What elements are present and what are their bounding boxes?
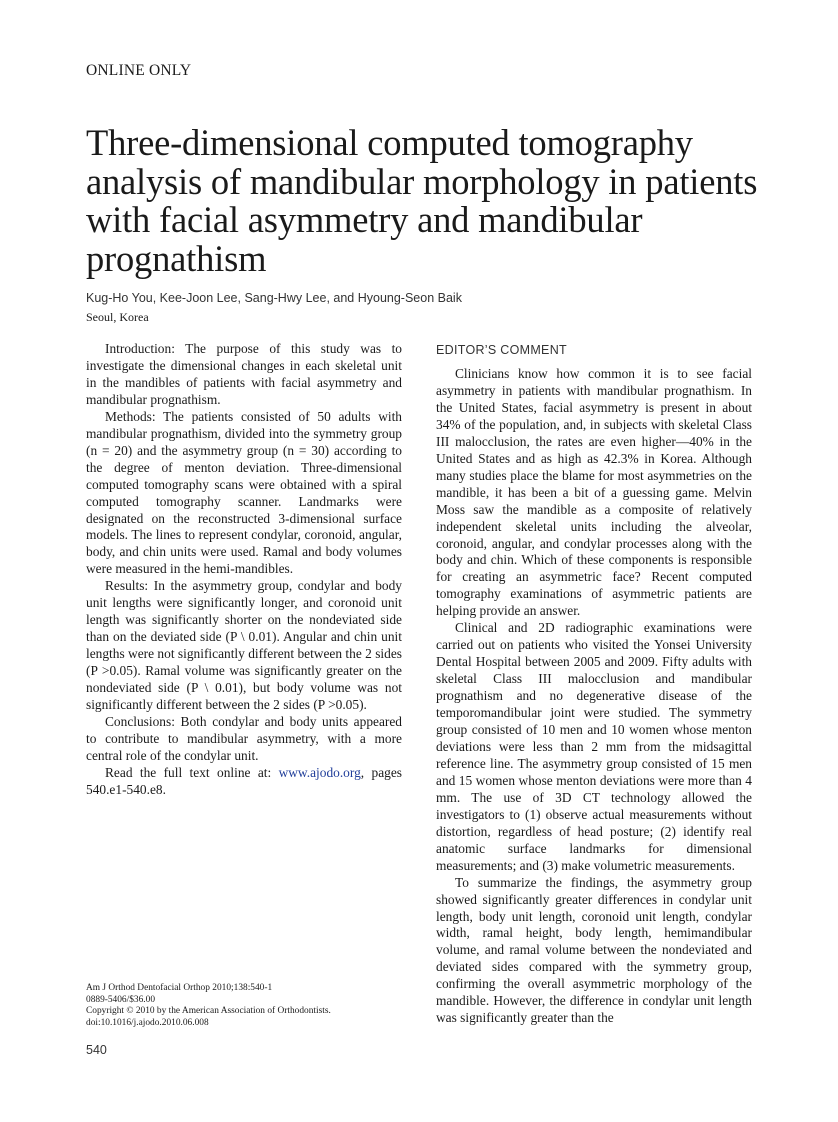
article-title: Three-dimensional computed tomography analysis of mandibular morphology in patients with facial asymmetry and mandibular prognathism bbox=[86, 122, 758, 279]
author-list: Kug-Ho You, Kee-Joon Lee, Sang-Hwy Lee, and Hyoung-Seon Baik bbox=[86, 291, 462, 305]
issn-price: 0889-5406/$36.00 bbox=[86, 994, 156, 1005]
editor-comment-paragraph: Clinicians know how common it is to see facial asymmetry in patients with mandibular prognathism. In the United States, facial asymmetry is present in about 34% of the population, and, in subjects with skeletal Class III malocclusion, the rates are even higher—40% in the United States and as high as 42.3% in Korea. Although many studies place the blame for most asymmetries on the mandible, it has been a bit of a guessing game. Melvin Moss saw the mandible as a composite of relatively independent skeletal units including the alveolar, coronoid, angular, and condylar processes along with the body and chin. Which of these components is responsible for creating an asymmetric face? Recent computed tomography examinations of asymmetric patients are helping provide an answer. bbox=[436, 366, 752, 619]
editor-comment-body bbox=[436, 366, 752, 1027]
journal-citation: Am J Orthod Dentofacial Orthop 2010;138:540-1 bbox=[86, 983, 273, 993]
read-online-note bbox=[86, 765, 402, 799]
citation-block bbox=[86, 983, 331, 1029]
abstract-conclusions: Conclusions: Both condylar and body units appeared to contribute to mandibular asymmetry, with a more central role of the condylar unit. bbox=[86, 713, 402, 763]
author-location: Seoul, Korea bbox=[86, 310, 149, 324]
section-label: ONLINE ONLY bbox=[86, 62, 192, 79]
editor-comment-paragraph: To summarize the findings, the asymmetry group showed significantly greater differences in condylar unit length, body unit length, coronoid unit length, condylar width, ramal height, body length, hemimandibular volume, and ramal volume between the nondeviated and deviated sides compared with the symmetry group, confirming the overall asymmetric morphology of the mandible. However, the difference in condylar unit length was significantly greater than the bbox=[436, 874, 752, 1026]
abstract-introduction: Introduction: The purpose of this study was to investigate the dimensional changes in each skeletal unit in the mandibles of patients with facial asymmetry and mandibular prognathism. bbox=[86, 341, 402, 407]
editor-comment-heading: EDITOR’S COMMENT bbox=[436, 343, 567, 357]
doi-line[interactable]: doi:10.1016/j.ajodo.2010.06.008 bbox=[86, 1017, 209, 1028]
abstract bbox=[86, 341, 402, 799]
abstract-results: Results: In the asymmetry group, condylar and body unit lengths were significantly longer, and coronoid unit length was significantly shorter on the nondeviated side than on the deviated side (P \ 0.01). Angular and chin unit lengths were not significantly different between the 2 sides (P >0.05). Ramal volume was significantly greater on the nondeviated side (P \ 0.01), but body volume was not significantly different between the 2 sides (P >0.05). bbox=[86, 578, 402, 713]
read-online-suffix: , pages 540.e1-540.e8. bbox=[86, 764, 402, 797]
editor-comment-paragraph: Clinical and 2D radiographic examinations were carried out on patients who visited the Yonsei University Dental Hospital between 2005 and 2009. Fifty adults with skeletal Class III malocclusion and mandibular prognathism and no degenerative disease of the temporomandibular joint were studied. The symmetry group consisted of 10 men and 10 women whose menton deviations were less than 2 mm from the midsagittal reference line. The asymmetry group consisted of 15 men and 15 women whose menton deviations were more than 4 mm. The use of 3D CT technology allowed the investigators to (1) observe actual measurements without distortion, regardless of head posture; (2) identify real anatomic surface landmarks for dimensional measurements; and (3) make volumetric measurements. bbox=[436, 620, 752, 873]
abstract-methods: Methods: The patients consisted of 50 adults with mandibular prognathism, divided into the symmetry group (n = 20) and the asymmetry group (n = 30) according to the degree of menton deviation. Three-dimensional computed tomography scans were obtained with a spiral computed tomography scanner. Landmarks were designated on the reconstructed 3-dimensional surface models. The lines to represent condylar, coronoid, angular, body, and chin units were used. Ramal and body volumes were measured in the hemi-mandibles. bbox=[86, 408, 402, 577]
read-online-prefix: Read the full text online at: bbox=[105, 764, 279, 780]
copyright-line: Copyright © 2010 by the American Association of Orthodontists. bbox=[86, 1006, 331, 1017]
journal-website-link[interactable]: www.ajodo.org bbox=[278, 764, 361, 780]
page-number: 540 bbox=[86, 1043, 107, 1057]
